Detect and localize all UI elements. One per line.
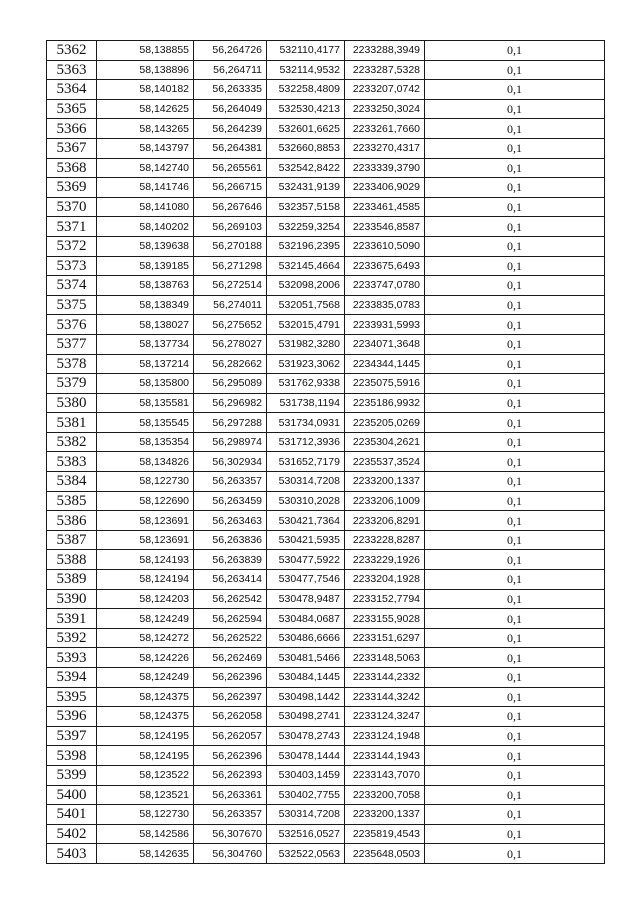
table-row (47, 550, 605, 570)
latitude-cell: 58,124272 (97, 628, 194, 648)
longitude-cell: 56,262522 (194, 628, 267, 648)
x-coordinate-cell: 530478,9487 (267, 589, 345, 609)
x-coordinate-cell: 530477,5922 (267, 550, 345, 570)
table-row (47, 452, 605, 472)
y-coordinate-cell: 2233250,3024 (345, 99, 425, 119)
x-coordinate-cell: 530421,7364 (267, 511, 345, 531)
y-coordinate-cell: 2233148,5063 (345, 648, 425, 668)
point-number-cell: 5373 (47, 256, 97, 276)
longitude-cell: 56,262393 (194, 765, 267, 785)
table-row (47, 609, 605, 629)
point-number-cell: 5369 (47, 178, 97, 198)
latitude-cell: 58,138855 (97, 41, 194, 61)
point-number-cell: 5389 (47, 570, 97, 590)
point-number-cell: 5382 (47, 432, 97, 452)
latitude-cell: 58,135354 (97, 432, 194, 452)
accuracy-cell: 0,1 (425, 432, 605, 452)
point-number-cell: 5379 (47, 374, 97, 394)
table-row (47, 295, 605, 315)
point-number-cell: 5368 (47, 158, 97, 178)
accuracy-cell: 0,1 (425, 589, 605, 609)
longitude-cell: 56,264711 (194, 60, 267, 80)
table-row (47, 60, 605, 80)
accuracy-cell: 0,1 (425, 609, 605, 629)
table-row (47, 197, 605, 217)
table-row (47, 472, 605, 492)
longitude-cell: 56,263463 (194, 511, 267, 531)
x-coordinate-cell: 531652,7179 (267, 452, 345, 472)
accuracy-cell: 0,1 (425, 746, 605, 766)
latitude-cell: 58,135800 (97, 374, 194, 394)
latitude-cell: 58,140202 (97, 217, 194, 237)
y-coordinate-cell: 2233675,6493 (345, 256, 425, 276)
accuracy-cell: 0,1 (425, 511, 605, 531)
x-coordinate-cell: 532145,4664 (267, 256, 345, 276)
latitude-cell: 58,141746 (97, 178, 194, 198)
y-coordinate-cell: 2233144,2332 (345, 668, 425, 688)
table-row (47, 530, 605, 550)
y-coordinate-cell: 2233207,0742 (345, 80, 425, 100)
table-body (47, 41, 605, 864)
x-coordinate-cell: 532522,0563 (267, 844, 345, 864)
x-coordinate-cell: 532542,8422 (267, 158, 345, 178)
accuracy-cell: 0,1 (425, 334, 605, 354)
point-number-cell: 5370 (47, 197, 97, 217)
accuracy-cell: 0,1 (425, 158, 605, 178)
table-row (47, 256, 605, 276)
accuracy-cell: 0,1 (425, 413, 605, 433)
x-coordinate-cell: 532259,3254 (267, 217, 345, 237)
longitude-cell: 56,269103 (194, 217, 267, 237)
point-number-cell: 5388 (47, 550, 97, 570)
table-row (47, 511, 605, 531)
accuracy-cell: 0,1 (425, 236, 605, 256)
point-number-cell: 5378 (47, 354, 97, 374)
point-number-cell: 5385 (47, 491, 97, 511)
table-row (47, 785, 605, 805)
longitude-cell: 56,262594 (194, 609, 267, 629)
longitude-cell: 56,264726 (194, 41, 267, 61)
longitude-cell: 56,275652 (194, 315, 267, 335)
y-coordinate-cell: 2233835,0783 (345, 295, 425, 315)
point-number-cell: 5403 (47, 844, 97, 864)
point-number-cell: 5363 (47, 60, 97, 80)
latitude-cell: 58,124203 (97, 589, 194, 609)
point-number-cell: 5367 (47, 138, 97, 158)
x-coordinate-cell: 531762,9338 (267, 374, 345, 394)
table-row (47, 746, 605, 766)
longitude-cell: 56,262469 (194, 648, 267, 668)
y-coordinate-cell: 2233610,5090 (345, 236, 425, 256)
x-coordinate-cell: 530486,6666 (267, 628, 345, 648)
latitude-cell: 58,138027 (97, 315, 194, 335)
point-number-cell: 5391 (47, 609, 97, 629)
table-row (47, 354, 605, 374)
table-row (47, 648, 605, 668)
y-coordinate-cell: 2233206,1009 (345, 491, 425, 511)
y-coordinate-cell: 2235205,0269 (345, 413, 425, 433)
point-number-cell: 5396 (47, 707, 97, 727)
latitude-cell: 58,123691 (97, 511, 194, 531)
table-row (47, 393, 605, 413)
latitude-cell: 58,123522 (97, 765, 194, 785)
latitude-cell: 58,137214 (97, 354, 194, 374)
latitude-cell: 58,142635 (97, 844, 194, 864)
point-number-cell: 5399 (47, 765, 97, 785)
accuracy-cell: 0,1 (425, 805, 605, 825)
x-coordinate-cell: 530310,2028 (267, 491, 345, 511)
y-coordinate-cell: 2233931,5993 (345, 315, 425, 335)
y-coordinate-cell: 2233261,7660 (345, 119, 425, 139)
longitude-cell: 56,270188 (194, 236, 267, 256)
point-number-cell: 5366 (47, 119, 97, 139)
table-row (47, 80, 605, 100)
longitude-cell: 56,262397 (194, 687, 267, 707)
y-coordinate-cell: 2233200,7058 (345, 785, 425, 805)
longitude-cell: 56,263459 (194, 491, 267, 511)
y-coordinate-cell: 2233155,9028 (345, 609, 425, 629)
table-row (47, 217, 605, 237)
accuracy-cell: 0,1 (425, 393, 605, 413)
table-row (47, 668, 605, 688)
accuracy-cell: 0,1 (425, 785, 605, 805)
latitude-cell: 58,123691 (97, 530, 194, 550)
x-coordinate-cell: 532051,7568 (267, 295, 345, 315)
longitude-cell: 56,272514 (194, 276, 267, 296)
accuracy-cell: 0,1 (425, 844, 605, 864)
y-coordinate-cell: 2233229,1926 (345, 550, 425, 570)
y-coordinate-cell: 2233461,4585 (345, 197, 425, 217)
y-coordinate-cell: 2233151,6297 (345, 628, 425, 648)
point-number-cell: 5364 (47, 80, 97, 100)
longitude-cell: 56,302934 (194, 452, 267, 472)
latitude-cell: 58,124375 (97, 687, 194, 707)
y-coordinate-cell: 2233143,7070 (345, 765, 425, 785)
point-number-cell: 5395 (47, 687, 97, 707)
table-row (47, 432, 605, 452)
point-number-cell: 5400 (47, 785, 97, 805)
x-coordinate-cell: 532516,0527 (267, 824, 345, 844)
accuracy-cell: 0,1 (425, 374, 605, 394)
point-number-cell: 5387 (47, 530, 97, 550)
longitude-cell: 56,262396 (194, 668, 267, 688)
table-row (47, 138, 605, 158)
longitude-cell: 56,307670 (194, 824, 267, 844)
accuracy-cell: 0,1 (425, 726, 605, 746)
latitude-cell: 58,122730 (97, 805, 194, 825)
longitude-cell: 56,295089 (194, 374, 267, 394)
x-coordinate-cell: 531734,0931 (267, 413, 345, 433)
y-coordinate-cell: 2234071,3648 (345, 334, 425, 354)
longitude-cell: 56,262057 (194, 726, 267, 746)
x-coordinate-cell: 530403,1459 (267, 765, 345, 785)
table-row (47, 707, 605, 727)
table-row (47, 374, 605, 394)
longitude-cell: 56,274011 (194, 295, 267, 315)
x-coordinate-cell: 530421,5935 (267, 530, 345, 550)
x-coordinate-cell: 531982,3280 (267, 334, 345, 354)
latitude-cell: 58,135581 (97, 393, 194, 413)
point-number-cell: 5376 (47, 315, 97, 335)
point-number-cell: 5402 (47, 824, 97, 844)
y-coordinate-cell: 2233546,8587 (345, 217, 425, 237)
accuracy-cell: 0,1 (425, 295, 605, 315)
longitude-cell: 56,263335 (194, 80, 267, 100)
y-coordinate-cell: 2233287,5328 (345, 60, 425, 80)
x-coordinate-cell: 531738,1194 (267, 393, 345, 413)
accuracy-cell: 0,1 (425, 472, 605, 492)
y-coordinate-cell: 2233747,0780 (345, 276, 425, 296)
point-number-cell: 5365 (47, 99, 97, 119)
y-coordinate-cell: 2233288,3949 (345, 41, 425, 61)
latitude-cell: 58,142586 (97, 824, 194, 844)
latitude-cell: 58,139185 (97, 256, 194, 276)
y-coordinate-cell: 2233206,8291 (345, 511, 425, 531)
accuracy-cell: 0,1 (425, 217, 605, 237)
x-coordinate-cell: 532258,4809 (267, 80, 345, 100)
accuracy-cell: 0,1 (425, 315, 605, 335)
y-coordinate-cell: 2233228,8287 (345, 530, 425, 550)
table-row (47, 276, 605, 296)
point-number-cell: 5394 (47, 668, 97, 688)
y-coordinate-cell: 2233200,1337 (345, 472, 425, 492)
y-coordinate-cell: 2233152,7794 (345, 589, 425, 609)
y-coordinate-cell: 2235304,2621 (345, 432, 425, 452)
table-row (47, 236, 605, 256)
point-number-cell: 5393 (47, 648, 97, 668)
table-row (47, 178, 605, 198)
y-coordinate-cell: 2233339,3790 (345, 158, 425, 178)
table-row (47, 570, 605, 590)
table-row (47, 824, 605, 844)
table-row (47, 413, 605, 433)
latitude-cell: 58,124249 (97, 609, 194, 629)
point-number-cell: 5375 (47, 295, 97, 315)
latitude-cell: 58,143797 (97, 138, 194, 158)
accuracy-cell: 0,1 (425, 60, 605, 80)
longitude-cell: 56,264239 (194, 119, 267, 139)
latitude-cell: 58,134826 (97, 452, 194, 472)
latitude-cell: 58,124375 (97, 707, 194, 727)
y-coordinate-cell: 2235075,5916 (345, 374, 425, 394)
table-row (47, 805, 605, 825)
accuracy-cell: 0,1 (425, 119, 605, 139)
x-coordinate-cell: 530478,2743 (267, 726, 345, 746)
latitude-cell: 58,122690 (97, 491, 194, 511)
accuracy-cell: 0,1 (425, 648, 605, 668)
longitude-cell: 56,266715 (194, 178, 267, 198)
longitude-cell: 56,278027 (194, 334, 267, 354)
longitude-cell: 56,282662 (194, 354, 267, 374)
point-number-cell: 5380 (47, 393, 97, 413)
x-coordinate-cell: 532114,9532 (267, 60, 345, 80)
table-row (47, 315, 605, 335)
x-coordinate-cell: 532110,4177 (267, 41, 345, 61)
latitude-cell: 58,140182 (97, 80, 194, 100)
latitude-cell: 58,138896 (97, 60, 194, 80)
y-coordinate-cell: 2234344,1445 (345, 354, 425, 374)
longitude-cell: 56,263361 (194, 785, 267, 805)
y-coordinate-cell: 2233406,9029 (345, 178, 425, 198)
point-number-cell: 5398 (47, 746, 97, 766)
accuracy-cell: 0,1 (425, 276, 605, 296)
table-row (47, 119, 605, 139)
point-number-cell: 5381 (47, 413, 97, 433)
x-coordinate-cell: 532357,5158 (267, 197, 345, 217)
latitude-cell: 58,122730 (97, 472, 194, 492)
point-number-cell: 5371 (47, 217, 97, 237)
accuracy-cell: 0,1 (425, 824, 605, 844)
longitude-cell: 56,262396 (194, 746, 267, 766)
x-coordinate-cell: 531712,3936 (267, 432, 345, 452)
y-coordinate-cell: 2233270,4317 (345, 138, 425, 158)
y-coordinate-cell: 2233124,1948 (345, 726, 425, 746)
x-coordinate-cell: 532660,8853 (267, 138, 345, 158)
y-coordinate-cell: 2235186,9932 (345, 393, 425, 413)
accuracy-cell: 0,1 (425, 687, 605, 707)
y-coordinate-cell: 2235537,3524 (345, 452, 425, 472)
latitude-cell: 58,124195 (97, 726, 194, 746)
latitude-cell: 58,124249 (97, 668, 194, 688)
latitude-cell: 58,135545 (97, 413, 194, 433)
table-row (47, 628, 605, 648)
longitude-cell: 56,262058 (194, 707, 267, 727)
accuracy-cell: 0,1 (425, 530, 605, 550)
x-coordinate-cell: 530484,1445 (267, 668, 345, 688)
longitude-cell: 56,264381 (194, 138, 267, 158)
point-number-cell: 5372 (47, 236, 97, 256)
latitude-cell: 58,124193 (97, 550, 194, 570)
accuracy-cell: 0,1 (425, 354, 605, 374)
latitude-cell: 58,142625 (97, 99, 194, 119)
y-coordinate-cell: 2233204,1928 (345, 570, 425, 590)
longitude-cell: 56,263357 (194, 472, 267, 492)
table-row (47, 158, 605, 178)
accuracy-cell: 0,1 (425, 80, 605, 100)
longitude-cell: 56,263836 (194, 530, 267, 550)
point-number-cell: 5390 (47, 589, 97, 609)
x-coordinate-cell: 532098,2006 (267, 276, 345, 296)
accuracy-cell: 0,1 (425, 491, 605, 511)
latitude-cell: 58,138763 (97, 276, 194, 296)
longitude-cell: 56,267646 (194, 197, 267, 217)
latitude-cell: 58,124195 (97, 746, 194, 766)
x-coordinate-cell: 532601,6625 (267, 119, 345, 139)
accuracy-cell: 0,1 (425, 256, 605, 276)
x-coordinate-cell: 530402,7755 (267, 785, 345, 805)
coordinates-table (46, 40, 605, 864)
accuracy-cell: 0,1 (425, 178, 605, 198)
y-coordinate-cell: 2235648,0503 (345, 844, 425, 864)
longitude-cell: 56,263357 (194, 805, 267, 825)
latitude-cell: 58,141080 (97, 197, 194, 217)
longitude-cell: 56,264049 (194, 99, 267, 119)
accuracy-cell: 0,1 (425, 628, 605, 648)
accuracy-cell: 0,1 (425, 570, 605, 590)
accuracy-cell: 0,1 (425, 41, 605, 61)
accuracy-cell: 0,1 (425, 765, 605, 785)
latitude-cell: 58,124226 (97, 648, 194, 668)
point-number-cell: 5397 (47, 726, 97, 746)
y-coordinate-cell: 2235819,4543 (345, 824, 425, 844)
longitude-cell: 56,298974 (194, 432, 267, 452)
longitude-cell: 56,263414 (194, 570, 267, 590)
longitude-cell: 56,262542 (194, 589, 267, 609)
y-coordinate-cell: 2233124,3247 (345, 707, 425, 727)
x-coordinate-cell: 532015,4791 (267, 315, 345, 335)
longitude-cell: 56,263839 (194, 550, 267, 570)
x-coordinate-cell: 532530,4213 (267, 99, 345, 119)
table-row (47, 99, 605, 119)
longitude-cell: 56,265561 (194, 158, 267, 178)
x-coordinate-cell: 531923,3062 (267, 354, 345, 374)
accuracy-cell: 0,1 (425, 707, 605, 727)
latitude-cell: 58,143265 (97, 119, 194, 139)
accuracy-cell: 0,1 (425, 550, 605, 570)
y-coordinate-cell: 2233144,3242 (345, 687, 425, 707)
table-row (47, 687, 605, 707)
accuracy-cell: 0,1 (425, 197, 605, 217)
point-number-cell: 5384 (47, 472, 97, 492)
x-coordinate-cell: 532196,2395 (267, 236, 345, 256)
table-row (47, 726, 605, 746)
longitude-cell: 56,296982 (194, 393, 267, 413)
latitude-cell: 58,138349 (97, 295, 194, 315)
point-number-cell: 5392 (47, 628, 97, 648)
table-row (47, 334, 605, 354)
point-number-cell: 5362 (47, 41, 97, 61)
point-number-cell: 5374 (47, 276, 97, 296)
table-row (47, 41, 605, 61)
latitude-cell: 58,139638 (97, 236, 194, 256)
y-coordinate-cell: 2233200,1337 (345, 805, 425, 825)
point-number-cell: 5386 (47, 511, 97, 531)
table-row (47, 589, 605, 609)
longitude-cell: 56,304760 (194, 844, 267, 864)
longitude-cell: 56,297288 (194, 413, 267, 433)
accuracy-cell: 0,1 (425, 668, 605, 688)
x-coordinate-cell: 530498,1442 (267, 687, 345, 707)
latitude-cell: 58,124194 (97, 570, 194, 590)
x-coordinate-cell: 530477,7546 (267, 570, 345, 590)
x-coordinate-cell: 530314,7208 (267, 472, 345, 492)
x-coordinate-cell: 532431,9139 (267, 178, 345, 198)
x-coordinate-cell: 530481,5466 (267, 648, 345, 668)
table-row (47, 491, 605, 511)
table-row (47, 765, 605, 785)
point-number-cell: 5383 (47, 452, 97, 472)
accuracy-cell: 0,1 (425, 99, 605, 119)
accuracy-cell: 0,1 (425, 138, 605, 158)
latitude-cell: 58,142740 (97, 158, 194, 178)
x-coordinate-cell: 530484,0687 (267, 609, 345, 629)
point-number-cell: 5377 (47, 334, 97, 354)
latitude-cell: 58,137734 (97, 334, 194, 354)
y-coordinate-cell: 2233144,1943 (345, 746, 425, 766)
x-coordinate-cell: 530314,7208 (267, 805, 345, 825)
latitude-cell: 58,123521 (97, 785, 194, 805)
x-coordinate-cell: 530498,2741 (267, 707, 345, 727)
accuracy-cell: 0,1 (425, 452, 605, 472)
longitude-cell: 56,271298 (194, 256, 267, 276)
table-row (47, 844, 605, 864)
point-number-cell: 5401 (47, 805, 97, 825)
x-coordinate-cell: 530478,1444 (267, 746, 345, 766)
